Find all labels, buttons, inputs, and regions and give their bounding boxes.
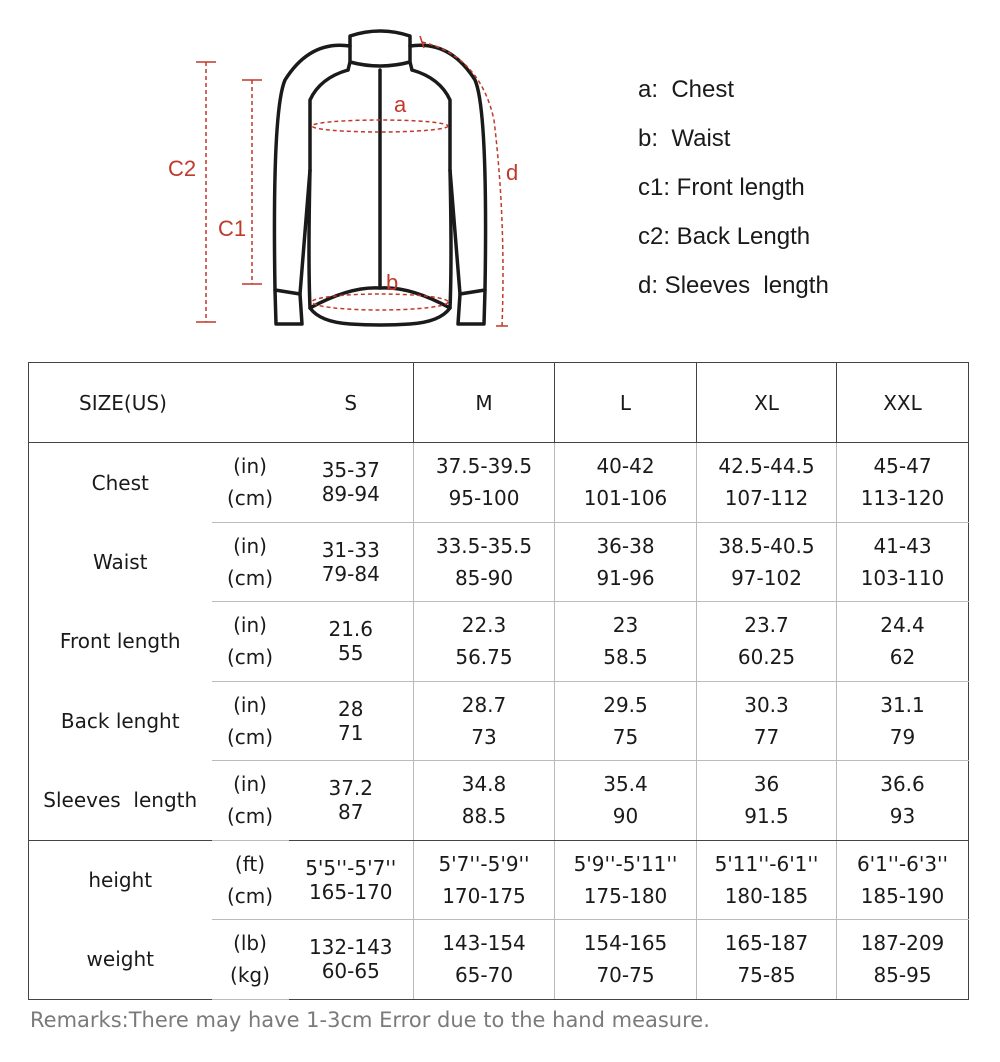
measurement-legend: [638, 72, 829, 317]
value-cell: [555, 443, 697, 523]
label-b: b: [386, 270, 399, 295]
value-text: 36: [753, 772, 780, 797]
value-text: 88.5: [461, 804, 507, 829]
value-cell: [697, 522, 837, 602]
value-text: 37.5-39.5: [435, 454, 533, 479]
row-label: weight: [29, 920, 212, 1000]
value-text: 85-95: [873, 963, 932, 988]
unit-label: (in): [233, 613, 267, 638]
value-text: 85-90: [454, 565, 514, 590]
value-cell: [414, 602, 555, 682]
unit-label: (cm): [226, 486, 274, 511]
collar-outline: [350, 31, 410, 66]
value-text: 97-102: [731, 565, 802, 590]
value-cell: [289, 443, 414, 523]
value-text: 60-65: [321, 959, 380, 984]
unit-label: (in): [233, 692, 267, 717]
value-text: 6'1''-6'3'': [856, 851, 949, 876]
table-row-weight: [29, 920, 969, 1000]
size-header-l: L: [555, 363, 697, 443]
value-text: 187-209: [860, 931, 945, 956]
value-text: 33.5-35.5: [435, 533, 533, 558]
value-cell: [555, 840, 697, 920]
value-cell: [555, 920, 697, 1000]
legend-waist: b: Waist: [638, 125, 731, 152]
value-cell: [289, 602, 414, 682]
value-text: 34.8: [461, 772, 507, 797]
value-text: 28.7: [461, 692, 507, 717]
value-text: 31.1: [880, 692, 925, 717]
value-text: 60.25: [737, 645, 796, 670]
value-text: 31-33: [321, 537, 380, 562]
value-text: 70-75: [596, 963, 655, 988]
unit-label: (cm): [226, 645, 274, 670]
row-label: Chest: [29, 443, 212, 523]
unit-cell: [212, 602, 289, 682]
value-cell: [837, 443, 969, 523]
legend-back-length: c2: Back Length: [638, 223, 811, 250]
value-cell: [837, 681, 969, 761]
unit-label: (ft): [234, 851, 266, 876]
value-text: 87: [338, 800, 364, 825]
value-cell: [414, 443, 555, 523]
unit-cell: [212, 522, 289, 602]
value-text: 45-47: [873, 454, 932, 479]
value-cell: [414, 681, 555, 761]
table-row-sleeves-length: [29, 761, 969, 841]
value-text: 132-143: [308, 935, 393, 960]
value-text: 165-187: [724, 931, 809, 956]
left-sleeve-outline: [274, 45, 350, 294]
value-cell: [555, 681, 697, 761]
table-row-back-lenght: [29, 681, 969, 761]
table-row-waist: [29, 522, 969, 602]
value-text: 24.4: [880, 613, 925, 638]
value-text: 36-38: [596, 533, 655, 558]
value-text: 185-190: [860, 883, 945, 908]
row-label: Sleeves length: [29, 761, 212, 841]
unit-label: (in): [233, 772, 267, 797]
value-text: 77: [753, 724, 780, 749]
value-text: 101-106: [583, 486, 668, 511]
row-label: Back lenght: [29, 681, 212, 761]
row-label: height: [29, 840, 212, 920]
right-sleeve-outline: [410, 45, 486, 294]
value-text: 38.5-40.5: [718, 533, 815, 558]
table-row-height: [29, 840, 969, 920]
value-cell: [289, 840, 414, 920]
value-text: 41-43: [873, 533, 932, 558]
value-text: 175-180: [583, 883, 668, 908]
label-c2: C2: [168, 156, 197, 181]
value-text: 21.6: [328, 617, 374, 642]
value-text: 113-120: [860, 486, 945, 511]
value-cell: [289, 681, 414, 761]
value-cell: [697, 920, 837, 1000]
value-text: 56.75: [455, 645, 513, 670]
size-header-xl: XL: [697, 363, 837, 443]
size-header-row: [29, 363, 969, 443]
unit-cell: [212, 681, 289, 761]
value-text: 89-94: [321, 482, 380, 507]
legend-chest: a: Chest: [638, 76, 735, 103]
value-cell: [837, 522, 969, 602]
value-cell: [697, 681, 837, 761]
sleeve-length-measure-line: [422, 42, 503, 326]
unit-label: (in): [233, 533, 267, 558]
value-text: 93: [889, 804, 916, 829]
size-chart-table: [28, 362, 969, 1000]
value-text: 91.5: [744, 804, 789, 829]
value-text: 37.2: [328, 776, 374, 801]
value-text: 29.5: [603, 692, 648, 717]
value-text: 28: [338, 696, 364, 721]
value-text: 170-175: [442, 883, 526, 908]
legend-sleeves-length: d: Sleeves length: [638, 272, 829, 299]
value-cell: [414, 840, 555, 920]
value-text: 154-165: [583, 931, 668, 956]
value-cell: [837, 761, 969, 841]
unit-label: (cm): [226, 883, 274, 908]
value-text: 62: [889, 645, 916, 670]
value-cell: [289, 920, 414, 1000]
label-d: d: [506, 160, 519, 185]
value-text: 40-42: [596, 454, 655, 479]
unit-label: (cm): [226, 804, 274, 829]
table-row-chest: [29, 443, 969, 523]
size-header-xxl: XXL: [837, 363, 969, 443]
value-text: 65-70: [454, 963, 514, 988]
value-text: 35-37: [321, 458, 380, 483]
label-a: a: [394, 92, 407, 117]
unit-cell: [212, 443, 289, 523]
value-cell: [837, 602, 969, 682]
value-cell: [837, 920, 969, 1000]
value-text: 79: [889, 724, 916, 749]
value-cell: [414, 522, 555, 602]
value-text: 35.4: [603, 772, 648, 797]
unit-cell: [212, 920, 289, 1000]
unit-label: (kg): [230, 963, 270, 988]
value-text: 103-110: [860, 565, 945, 590]
row-label: Front length: [29, 602, 212, 682]
unit-label: (cm): [226, 565, 274, 590]
value-text: 5'7''-5'9'': [438, 851, 530, 876]
value-cell: [555, 761, 697, 841]
value-text: 95-100: [448, 486, 520, 511]
label-c1: C1: [218, 216, 247, 241]
value-text: 79-84: [321, 561, 380, 586]
unit-label: (lb): [233, 931, 267, 956]
value-cell: [289, 761, 414, 841]
value-cell: [837, 840, 969, 920]
value-text: 107-112: [724, 486, 809, 511]
value-text: 91-96: [596, 565, 655, 590]
value-text: 36.6: [880, 772, 925, 797]
size-header-s: S: [289, 363, 414, 443]
unit-label: (in): [233, 454, 267, 479]
value-text: 143-154: [442, 931, 526, 956]
value-text: 58.5: [603, 645, 648, 670]
value-text: 90: [612, 804, 639, 829]
value-text: 5'11''-6'1'': [714, 851, 819, 876]
value-text: 75: [612, 724, 639, 749]
unit-cell: [212, 761, 289, 841]
jacket-measurement-diagram: [160, 20, 560, 340]
unit-label: (cm): [226, 724, 274, 749]
value-cell: [697, 443, 837, 523]
value-text: 180-185: [724, 883, 809, 908]
value-text: 5'9''-5'11'': [573, 851, 678, 876]
value-cell: [414, 761, 555, 841]
table-row-front-length: [29, 602, 969, 682]
remarks-note: Remarks:There may have 1-3cm Error due to the hand measure.: [30, 1008, 710, 1032]
size-us-header: SIZE(US): [29, 363, 289, 443]
value-text: 23: [612, 613, 639, 638]
value-cell: [414, 920, 555, 1000]
value-cell: [289, 522, 414, 602]
value-text: 165-170: [308, 879, 393, 904]
legend-front-length: c1: Front length: [638, 174, 805, 201]
value-text: 23.7: [744, 613, 789, 638]
value-text: 71: [338, 720, 364, 745]
unit-cell: [212, 840, 289, 920]
value-text: 30.3: [744, 692, 789, 717]
value-text: 5'5''-5'7'': [305, 855, 397, 880]
value-cell: [555, 522, 697, 602]
size-header-m: M: [414, 363, 555, 443]
value-cell: [555, 602, 697, 682]
value-text: 75-85: [737, 963, 796, 988]
value-text: 22.3: [461, 613, 507, 638]
hem-outline: [310, 308, 450, 325]
value-text: 42.5-44.5: [718, 454, 815, 479]
value-text: 55: [338, 641, 364, 666]
value-cell: [697, 602, 837, 682]
row-label: Waist: [29, 522, 212, 602]
value-text: 73: [471, 724, 497, 749]
value-cell: [697, 761, 837, 841]
value-cell: [697, 840, 837, 920]
